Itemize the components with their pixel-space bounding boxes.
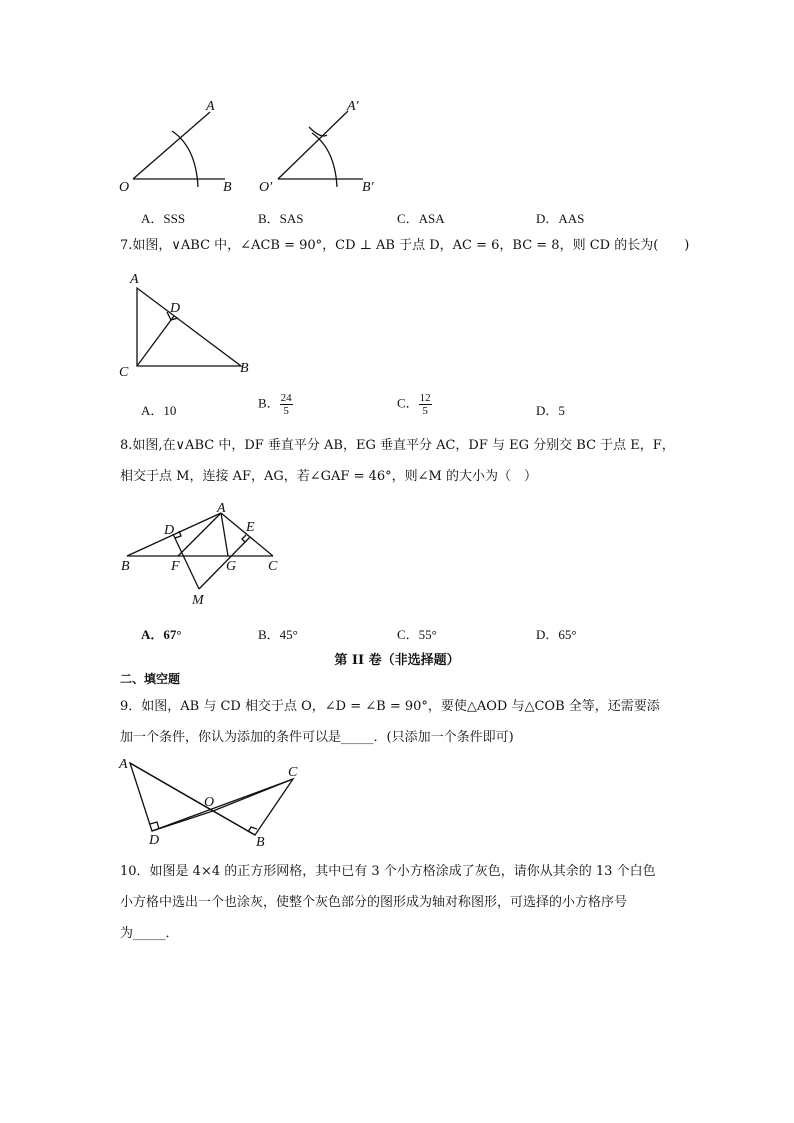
q8-option-b[interactable]: B．45° [258, 627, 298, 642]
label-g: G [226, 559, 237, 574]
triangle-aod [130, 763, 213, 831]
q9-stem-line1: 9．如图，AB 与 CD 相交于点 O，∠D = ∠B = 90°，要使△AOD 与△COB 全等，还需要添 [120, 699, 660, 714]
segment-ag [221, 513, 228, 556]
label-o: O [204, 795, 215, 810]
q9-figure [115, 755, 315, 850]
q8-stem-line1: 8.如图,在∨ABC 中，DF 垂直平分 AB，EG 垂直平分 AC，DF 与 EG 分别交 BC 于点 E，F， [120, 438, 675, 453]
q6-left-figure [110, 95, 260, 200]
fraction-12-5: $\frac{12}{5}$ [419, 392, 431, 417]
q6-option-b[interactable]: B．SAS [258, 211, 304, 226]
label-b: B [256, 835, 265, 850]
segment-ab [130, 763, 255, 835]
label-o: O [119, 180, 130, 195]
q8-option-d[interactable]: D．65° [536, 627, 577, 642]
q8-figure [115, 500, 295, 610]
perpendicular-em [199, 537, 250, 589]
label-b: B [240, 361, 249, 376]
q8-option-c[interactable]: C．55° [397, 627, 437, 642]
q8-stem-line2: 相交于点 M，连接 AF，AG，若∠GAF = 46°，则∠M 的大小为（ ） [120, 469, 537, 484]
section-title: 第 II 卷（非选择题） [334, 653, 460, 668]
label-c: C [288, 765, 298, 780]
label-a: A [130, 272, 139, 287]
q7-option-a[interactable]: A．10 [141, 403, 177, 418]
label-o-prime: O′ [259, 180, 273, 195]
q7-option-b[interactable] [258, 392, 293, 417]
label-d: D [149, 833, 160, 848]
q6-option-d[interactable]: D．AAS [536, 211, 585, 226]
ray-oa-prime [278, 111, 348, 179]
q7-stem: 7.如图，∨ABC 中，∠ACB = 90°，CD ⊥ AB 于点 D，AC = 6，BC = 8，则 CD 的长为( ) [120, 238, 690, 253]
q9-stem-line2: 加一个条件，你认为添加的条件可以是_____．(只添加一个条件即可) [120, 730, 514, 745]
altitude-cd [137, 316, 174, 366]
q10-stem-line2: 小方格中选出一个也涂灰，使整个灰色部分的图形成为轴对称图形，可选择的小方格序号 [120, 895, 628, 910]
q6-right-figure [255, 95, 405, 200]
option-c-prefix: C． [397, 395, 419, 411]
label-b: B [223, 180, 232, 195]
q7-figure [115, 268, 265, 383]
segment-af [178, 513, 221, 556]
q7-option-d[interactable]: D．5 [536, 403, 565, 418]
q8-option-a[interactable]: A．67° [141, 627, 182, 642]
label-b: B [121, 559, 130, 574]
label-e: E [246, 520, 255, 535]
label-d: D [164, 523, 175, 538]
section-heading: 二、填空题 [120, 672, 181, 686]
q10-stem-line1: 10．如图是 4×4 的正方形网格，其中已有 3 个小方格涂成了灰色，请你从其余的 13 个白色 [120, 864, 656, 879]
label-a: A [119, 757, 128, 772]
label-c: C [119, 365, 129, 380]
q6-option-c[interactable]: C．ASA [397, 211, 445, 226]
q7-option-c[interactable] [397, 392, 432, 417]
label-f: F [171, 559, 180, 574]
label-m: M [192, 593, 204, 608]
label-c: C [268, 559, 278, 574]
q10-stem-line3: 为_____． [120, 926, 179, 941]
label-a-prime: A′ [347, 99, 359, 114]
label-b-prime: B′ [362, 180, 374, 195]
triangle-cob [213, 779, 293, 835]
fraction-24-5: $\frac{24}{5}$ [280, 392, 292, 417]
label-d: D [170, 301, 181, 316]
label-a: A [217, 501, 226, 516]
ray-oa [133, 112, 210, 179]
option-b-prefix: B． [258, 395, 280, 411]
label-a: A [206, 99, 215, 114]
q6-option-a[interactable]: A．SSS [141, 211, 186, 226]
triangle-abc [137, 288, 241, 366]
segment-cd [152, 779, 293, 831]
